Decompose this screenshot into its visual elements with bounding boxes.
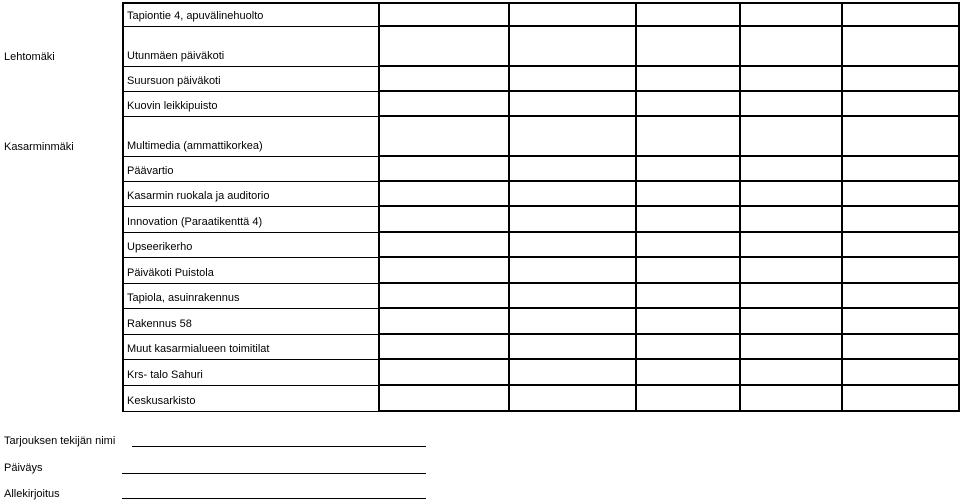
table-row <box>0 27 960 67</box>
area-cell <box>0 386 122 412</box>
site-cell: Kasarmin ruokala ja auditorio <box>122 182 380 207</box>
table-row <box>0 309 960 335</box>
area-cell <box>0 4 122 27</box>
table-row <box>0 182 960 207</box>
site-cell: Tapiola, asuinrakennus <box>122 284 380 309</box>
input-cell[interactable] <box>741 92 843 117</box>
input-cell[interactable] <box>741 386 843 412</box>
input-cell[interactable] <box>510 4 637 27</box>
table-row <box>0 360 960 386</box>
input-cell[interactable] <box>843 117 960 157</box>
area-cell <box>0 157 122 182</box>
input-cell[interactable] <box>637 27 741 67</box>
input-cell[interactable] <box>843 335 960 360</box>
area-cell <box>0 92 122 117</box>
area-cell <box>0 233 122 258</box>
area-cell <box>0 182 122 207</box>
input-cell[interactable] <box>637 360 741 386</box>
table-row <box>0 117 960 157</box>
date-line[interactable] <box>122 473 426 474</box>
input-cell[interactable] <box>510 284 637 309</box>
input-cell[interactable] <box>510 27 637 67</box>
input-cell[interactable] <box>380 92 510 117</box>
input-cell[interactable] <box>637 4 741 27</box>
site-cell: Multimedia (ammattikorkea) <box>122 117 380 157</box>
input-cell[interactable] <box>380 67 510 92</box>
input-cell[interactable] <box>741 207 843 233</box>
input-cell[interactable] <box>843 360 960 386</box>
input-cell[interactable] <box>741 284 843 309</box>
input-cell[interactable] <box>843 233 960 258</box>
table-row <box>0 67 960 92</box>
input-cell[interactable] <box>843 67 960 92</box>
input-cell[interactable] <box>637 386 741 412</box>
table-row <box>0 157 960 182</box>
table-row <box>0 92 960 117</box>
table-row <box>0 284 960 309</box>
input-cell[interactable] <box>637 207 741 233</box>
input-cell[interactable] <box>843 157 960 182</box>
site-cell: Keskusarkisto <box>122 386 380 412</box>
table-row <box>0 233 960 258</box>
input-cell[interactable] <box>510 386 637 412</box>
input-cell[interactable] <box>637 182 741 207</box>
site-cell: Muut kasarmialueen toimitilat <box>122 335 380 360</box>
input-cell[interactable] <box>380 360 510 386</box>
area-cell <box>0 67 122 92</box>
input-cell[interactable] <box>380 284 510 309</box>
table-row <box>0 4 960 27</box>
input-cell[interactable] <box>637 92 741 117</box>
area-cell <box>0 360 122 386</box>
input-cell[interactable] <box>637 284 741 309</box>
input-cell[interactable] <box>510 67 637 92</box>
input-cell[interactable] <box>843 27 960 67</box>
signature-label: Allekirjoitus <box>4 488 60 500</box>
input-cell[interactable] <box>510 258 637 284</box>
input-cell[interactable] <box>637 309 741 335</box>
site-cell: Tapiontie 4, apuvälinehuolto <box>122 4 380 27</box>
site-cell: Rakennus 58 <box>122 309 380 335</box>
area-cell <box>0 309 122 335</box>
input-cell[interactable] <box>741 157 843 182</box>
input-cell[interactable] <box>380 309 510 335</box>
input-cell[interactable] <box>380 258 510 284</box>
input-cell[interactable] <box>637 258 741 284</box>
table-row <box>0 207 960 233</box>
site-cell: Krs- talo Sahuri <box>122 360 380 386</box>
area-cell: Lehtomäki <box>4 51 55 63</box>
input-cell[interactable] <box>741 4 843 27</box>
input-cell[interactable] <box>843 258 960 284</box>
input-cell[interactable] <box>510 360 637 386</box>
input-cell[interactable] <box>843 4 960 27</box>
input-cell[interactable] <box>510 182 637 207</box>
input-cell[interactable] <box>843 207 960 233</box>
input-cell[interactable] <box>380 27 510 67</box>
site-cell: Suursuon päiväkoti <box>122 67 380 92</box>
input-cell[interactable] <box>741 117 843 157</box>
offerer-name-label: Tarjouksen tekijän nimi <box>4 435 116 447</box>
area-cell <box>0 258 122 284</box>
input-cell[interactable] <box>637 335 741 360</box>
table-row <box>0 335 960 360</box>
input-cell[interactable] <box>510 117 637 157</box>
input-cell[interactable] <box>510 233 637 258</box>
offerer-name-line[interactable] <box>132 446 426 447</box>
site-cell: Utunmäen päiväkoti <box>122 27 380 67</box>
input-cell[interactable] <box>637 233 741 258</box>
input-cell[interactable] <box>380 182 510 207</box>
input-cell[interactable] <box>741 27 843 67</box>
input-cell[interactable] <box>741 335 843 360</box>
area-cell <box>0 335 122 360</box>
site-cell: Upseerikerho <box>122 233 380 258</box>
site-cell: Päävartio <box>122 157 380 182</box>
input-cell[interactable] <box>741 182 843 207</box>
input-cell[interactable] <box>380 4 510 27</box>
input-cell[interactable] <box>741 67 843 92</box>
input-cell[interactable] <box>510 335 637 360</box>
input-cell[interactable] <box>510 309 637 335</box>
input-cell[interactable] <box>510 157 637 182</box>
table-row <box>0 386 960 412</box>
area-cell <box>0 284 122 309</box>
table-row <box>0 258 960 284</box>
input-cell[interactable] <box>510 207 637 233</box>
site-cell: Kuovin leikkipuisto <box>122 92 380 117</box>
input-cell[interactable] <box>380 207 510 233</box>
area-cell <box>0 207 122 233</box>
area-cell: Kasarminmäki <box>4 141 74 153</box>
input-cell[interactable] <box>843 284 960 309</box>
input-cell[interactable] <box>741 258 843 284</box>
input-cell[interactable] <box>380 386 510 412</box>
input-cell[interactable] <box>843 182 960 207</box>
input-cell[interactable] <box>380 233 510 258</box>
input-cell[interactable] <box>741 309 843 335</box>
site-cell: Päiväkoti Puistola <box>122 258 380 284</box>
input-cell[interactable] <box>741 233 843 258</box>
input-cell[interactable] <box>637 117 741 157</box>
input-cell[interactable] <box>741 360 843 386</box>
input-cell[interactable] <box>510 92 637 117</box>
site-cell: Innovation (Paraatikenttä 4) <box>122 207 380 233</box>
input-cell[interactable] <box>843 309 960 335</box>
date-label: Päiväys <box>4 462 43 474</box>
input-cell[interactable] <box>380 335 510 360</box>
input-cell[interactable] <box>843 386 960 412</box>
input-cell[interactable] <box>380 157 510 182</box>
input-cell[interactable] <box>637 157 741 182</box>
input-cell[interactable] <box>380 117 510 157</box>
input-cell[interactable] <box>637 67 741 92</box>
signature-line[interactable] <box>122 498 426 499</box>
input-cell[interactable] <box>843 92 960 117</box>
